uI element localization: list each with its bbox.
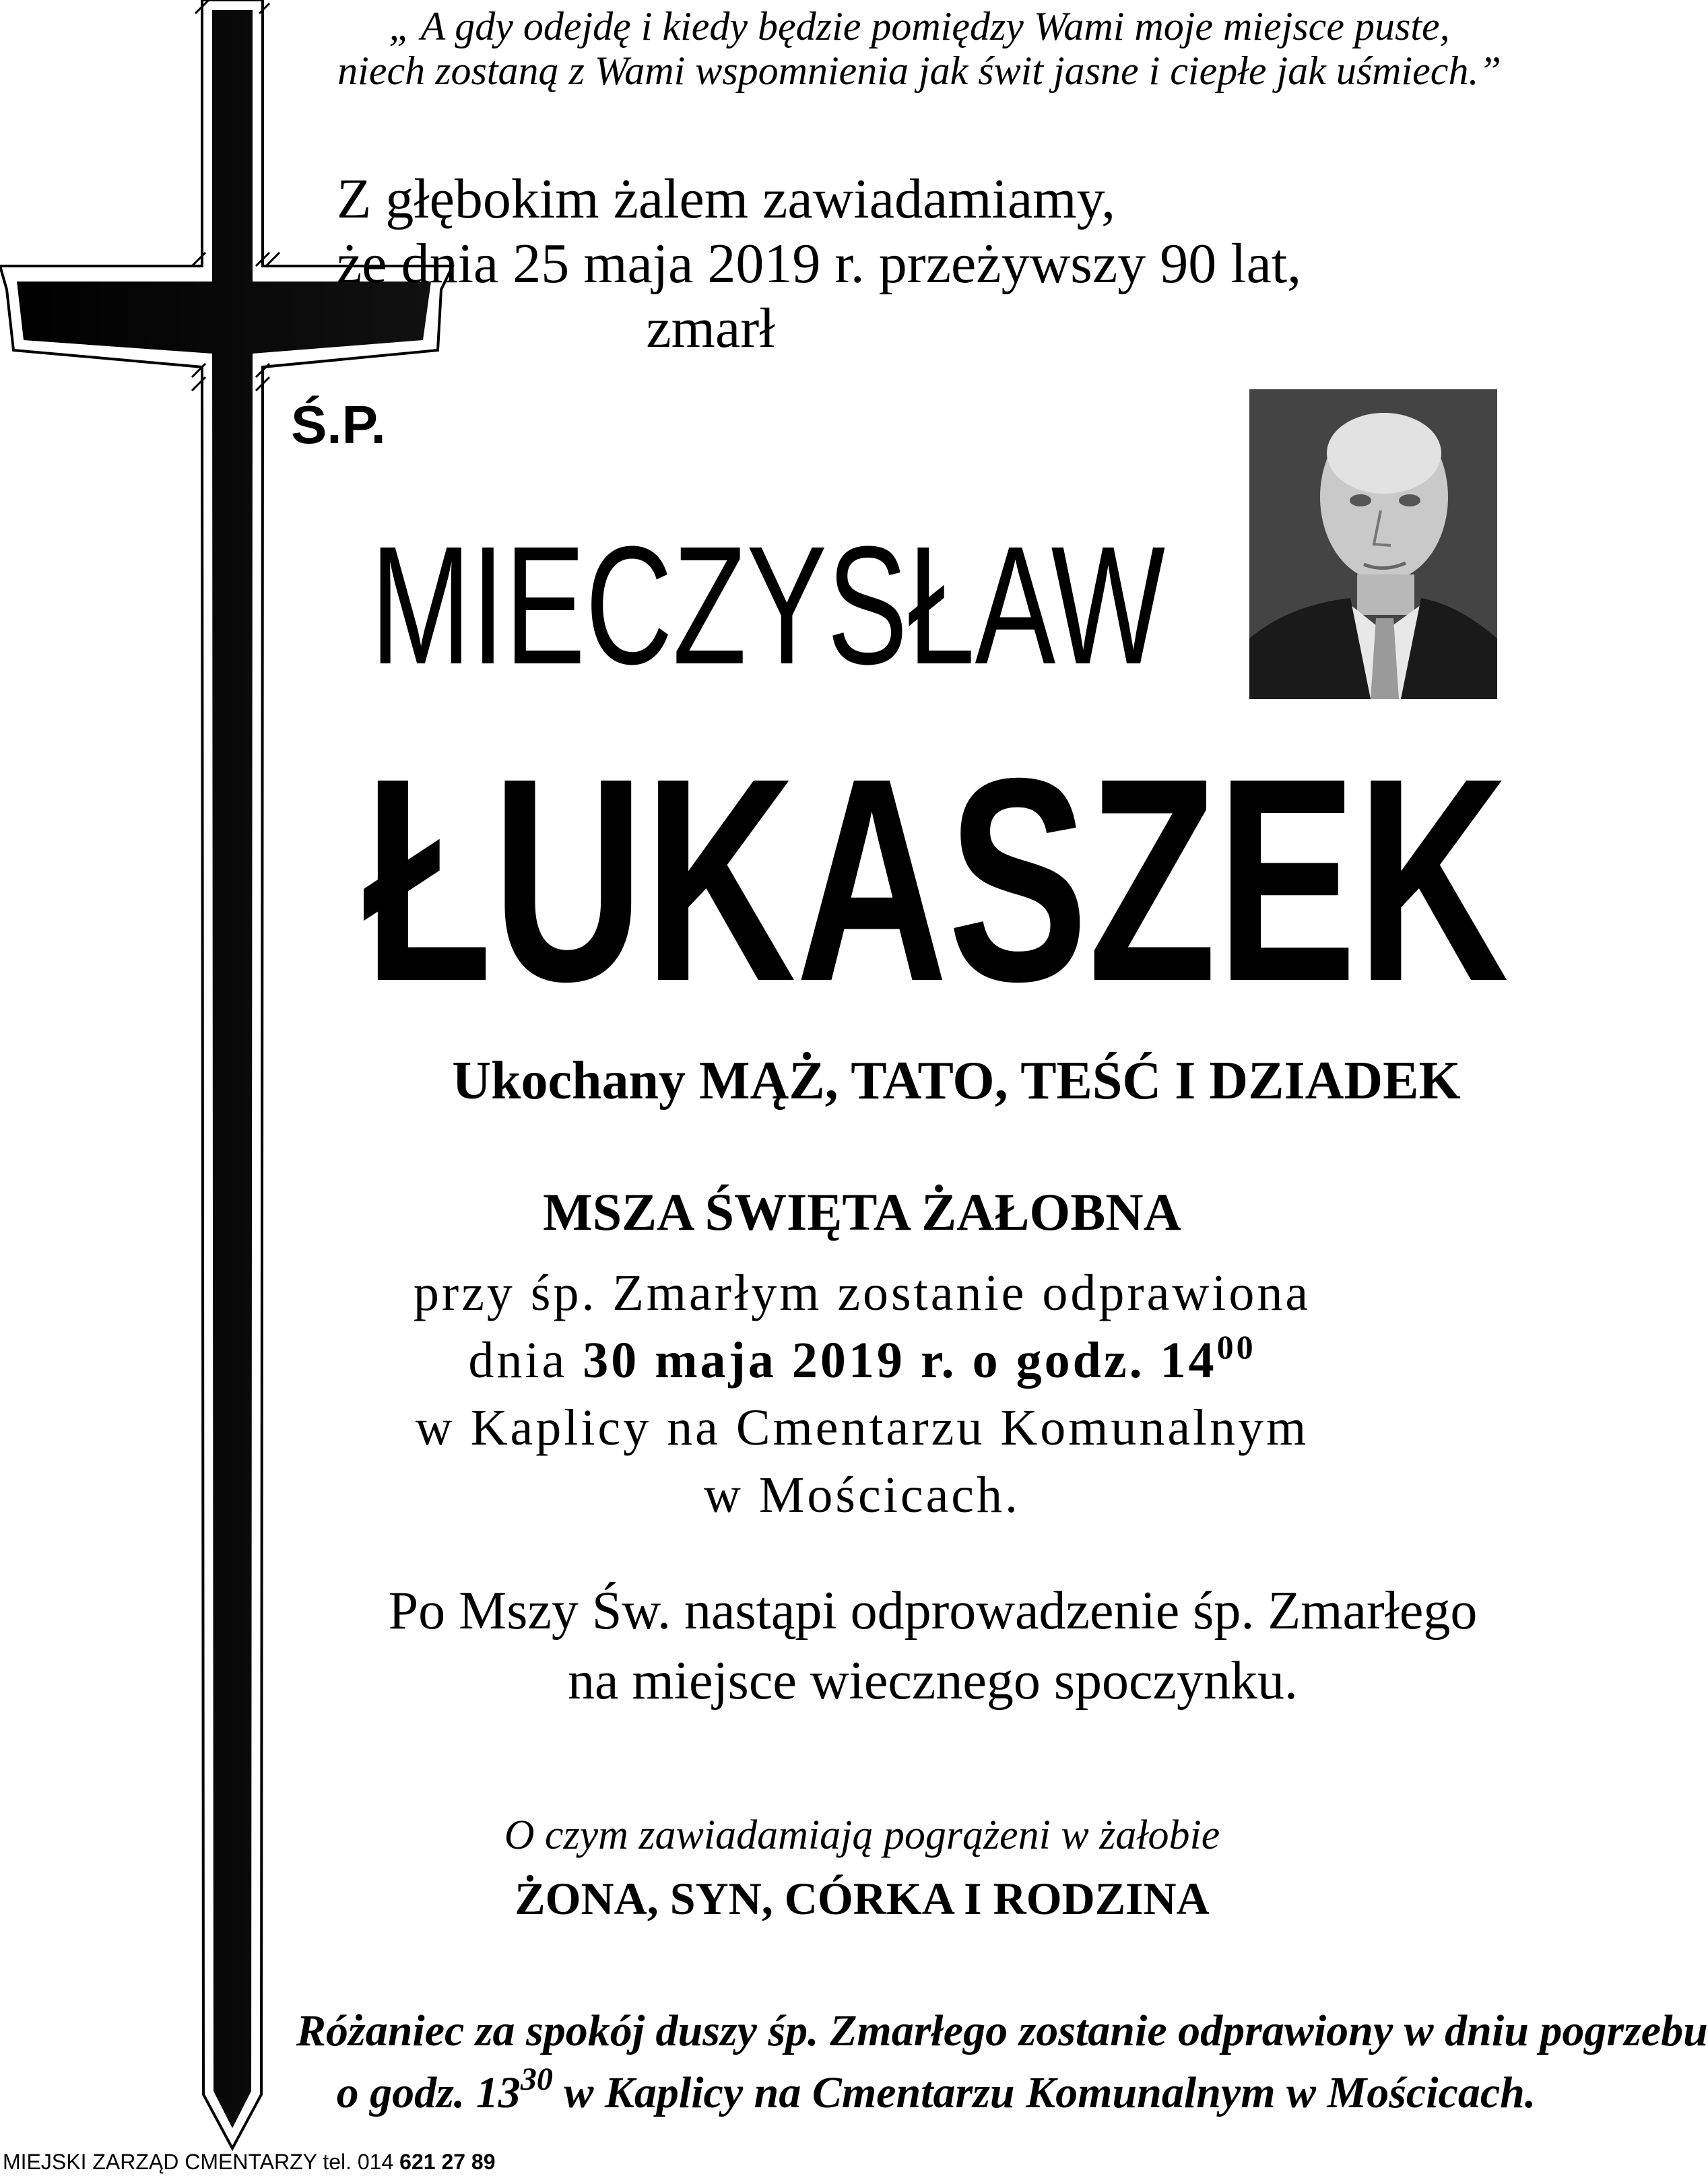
publisher-name: MIEJSKI ZARZĄD CMENTARZY tel. 014 xyxy=(3,2150,400,2174)
rosary-line-1: Różaniec za spokój duszy śp. Zmarłego zostanie odprawiony w dniu pogrzebu xyxy=(296,2006,1708,2055)
first-name-text: MIECZYSŁAW xyxy=(370,511,1166,699)
intro-line-1: Z głębokim żalem zawiadamiamy, xyxy=(337,168,1116,230)
mass-line-4: w Mościcach. xyxy=(703,1467,1021,1523)
announcement-intro xyxy=(337,167,1302,361)
rosary-line-2 xyxy=(296,2062,1576,2124)
mass-minutes: 00 xyxy=(1216,1328,1256,1366)
rosary-info xyxy=(296,2000,1708,2124)
rosary-place: w Kaplicy na Cmentarzu Komunalnym w Mościcach. xyxy=(552,2068,1536,2117)
intro-line-3: zmarł xyxy=(646,297,775,360)
honorific: Ś.P. xyxy=(291,395,386,455)
procession-line-2: na miejsce wiecznego spoczynku. xyxy=(567,1651,1299,1711)
last-name xyxy=(350,719,1522,1042)
quote-line-1: „ A gdy odejdę i kiedy będzie pomiędzy Wami moje miejsce puste, xyxy=(389,4,1450,48)
intro-line-2: że dnia 25 maja 2019 r. przeżywszy 90 lat, xyxy=(337,232,1302,295)
mass-line-3: w Kaplicy na Cmentarzu Komunalnym xyxy=(415,1399,1309,1456)
mass-title: MSZA ŚWIĘTA ŻAŁOBNA xyxy=(543,1183,1181,1241)
mourners-family: ŻONA, SYN, CÓRKA I RODZINA xyxy=(515,1873,1210,1924)
procession-line-1: Po Mszy Św. nastąpi odprowadzenie śp. Zmarłego xyxy=(388,1581,1478,1641)
mass-line-2 xyxy=(337,1327,1387,1394)
quote-line-2: niech zostaną z Wami wspomnienia jak świt jasne i ciepłe jak uśmiech.” xyxy=(337,48,1501,93)
first-name xyxy=(364,485,1172,699)
relation-line: Ukochany MĄŻ, TATO, TEŚĆ I DZIADEK xyxy=(452,1051,1461,1111)
rosary-minutes: 30 xyxy=(520,2061,553,2097)
mass-date: 30 maja 2019 r. o godz. 14 xyxy=(583,1332,1217,1389)
mourners-intro: O czym zawiadamiają pogrążeni w żałobie xyxy=(504,1812,1220,1858)
publisher-phone: 621 27 89 xyxy=(399,2150,496,2174)
mass-line-1: przy śp. Zmarłym zostanie odprawiona xyxy=(413,1265,1311,1321)
mass-date-prefix: dnia xyxy=(468,1332,583,1389)
mass-details xyxy=(337,1259,1387,1529)
last-name-text: ŁUKASZEK xyxy=(364,719,1509,1042)
procession-info xyxy=(296,1576,1569,1716)
epitaph-quote xyxy=(269,4,1569,93)
publisher-footer xyxy=(3,2150,496,2175)
rosary-time: o godz. 13 xyxy=(336,2068,521,2117)
portrait-photo xyxy=(1249,389,1497,699)
